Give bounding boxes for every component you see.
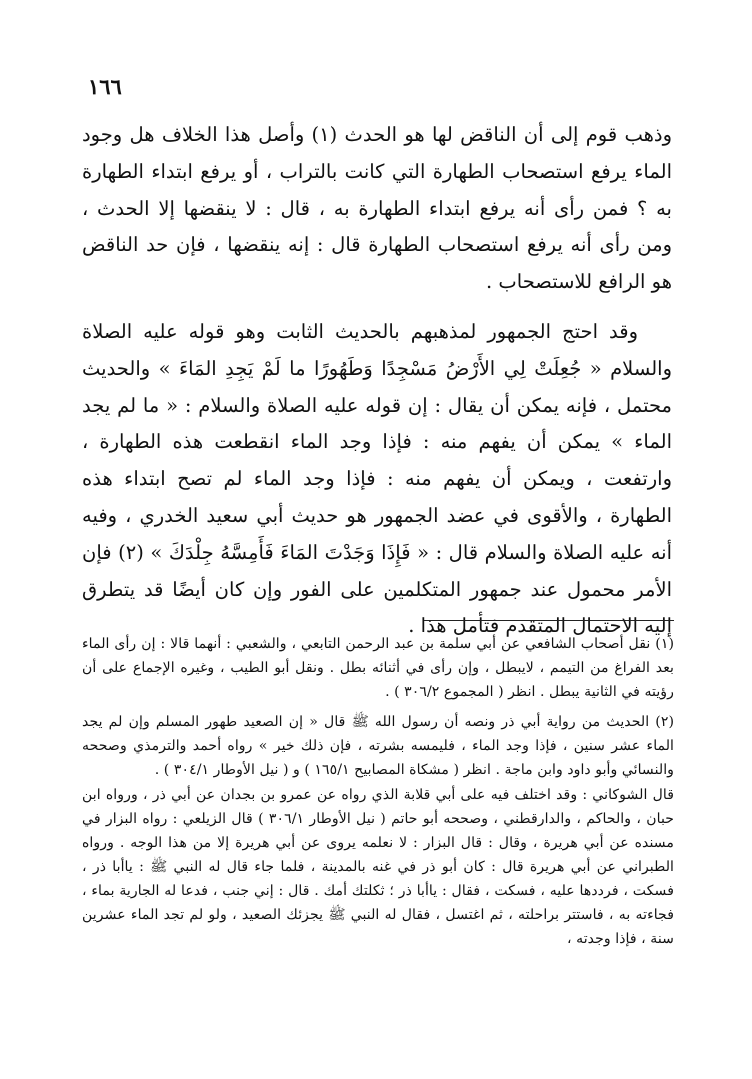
footnote-1: (١) نقل أصحاب الشافعي عن أبي سلمة بن عبد الرحمن التابعي ، والشعبي : أنهما قالا : إن رأى الماء بعد الفراغ من التيمم ، لايبطل ، وإن رأى في أثنائه بطل . ونقل أبو الطيب ، وغيره الإجماع على أن رؤيته في الثانية يبطل . انظر ( المجموع ٣٠٦/٢ ) . [82, 636, 674, 701]
footnotes [82, 632, 674, 951]
footnote-2-continuation: قال الشوكاني : وقد اختلف فيه على أبي قلابة الذي رواه عن عمرو بن بجدان عن أبي ذر ، ورواه ابن حبان ، والحاكم ، والدارقطني ، وصححه أبو حاتم ( نيل الأوطار ٣٠٦/١ ) قال الزيلعي : رواه البزار في مسنده عن أبي هريرة ، وقال : قال البزار : لا نعلمه يروى عن أبي هريرة إلا من هذا الوجه . ورواه الطبراني عن أبي هريرة قال : كان أبو ذر في غنه بالمدينة ، فلما جاء قال له النبي ﷺ : ياأبا ذر ، فسكت ، فرددها عليه ، فسكت ، فقال : ياأبا ذر ؛ ثكلتك أمك . قال : إني جنب ، فدعا له الجارية بماء ، فجاءته به ، فاستتر براحلته ، ثم اغتسل ، فقال له النبي ﷺ يجزئك الصعيد ، ولو لم تجد الماء عشرين سنة ، فإذا وجدته ، [82, 786, 674, 948]
paragraph-1: وذهب قوم إلى أن الناقض لها هو الحدث (١) وأصل هذا الخلاف هل وجود الماء يرفع استصحاب الطهارة التي كانت بالتراب ، أو يرفع ابتداء الطهارة به ؟ فمن رأى أنه يرفع ابتداء الطهارة به ، قال : لا ينقضها إلا الحدث ، ومن رأى أنه يرفع استصحاب الطهارة قال : إنه ينقضها ، فإن حد الناقض هو الرافع للاستصحاب . [82, 123, 672, 294]
main-text [82, 117, 672, 645]
footnote-2: (٢) الحديث من رواية أبي ذر ونصه أن رسول الله ﷺ قال « إن الصعيد طهور المسلم وإن لم يجد الماء عشر سنين ، فإذا وجد الماء ، فليمسه بشرته ، فإن ذلك خير » رواه أحمد والترمذي وصححه والنسائي وأبو داود وابن ماجة . انظر ( مشكاة المصابيح ١٦٥/١ ) و ( نيل الأوطار ٣٠٤/١ ) . [82, 714, 674, 779]
paragraph-2: وقد احتج الجمهور لمذهبهم بالحديث الثابت وهو قوله عليه الصلاة والسلام « جُعِلَتْ لِي الأَرْضُ مَسْجِدًا وَطَهُورًا ما لَمْ يَجِدِ المَاءَ » والحديث محتمل ، فإنه يمكن أن يقال : إن قوله عليه الصلاة والسلام : « ما لم يجد الماء » يمكن أن يفهم منه : فإذا وجد الماء انقطعت هذه الطهارة ، وارتفعت ، ويمكن أن يفهم منه : فإذا وجد الماء لم تصح ابتداء هذه الطهارة ، والأقوى في عضد الجمهور هو حديث أبي سعيد الخدري ، وفيه أنه عليه الصلاة والسلام قال : « فَإِذَا وَجَدْتَ المَاءَ فَأَمِسَّهُ جِلْدَكَ » (٢) فإن الأمر محمول عند جمهور المتكلمين على الفور وإن كان أيضًا قد يتطرق إليه الاحتمال المتقدم فتأمل هذا . [82, 319, 673, 638]
page-number: ١٦٦ [88, 74, 122, 99]
footnote-separator [424, 620, 674, 621]
